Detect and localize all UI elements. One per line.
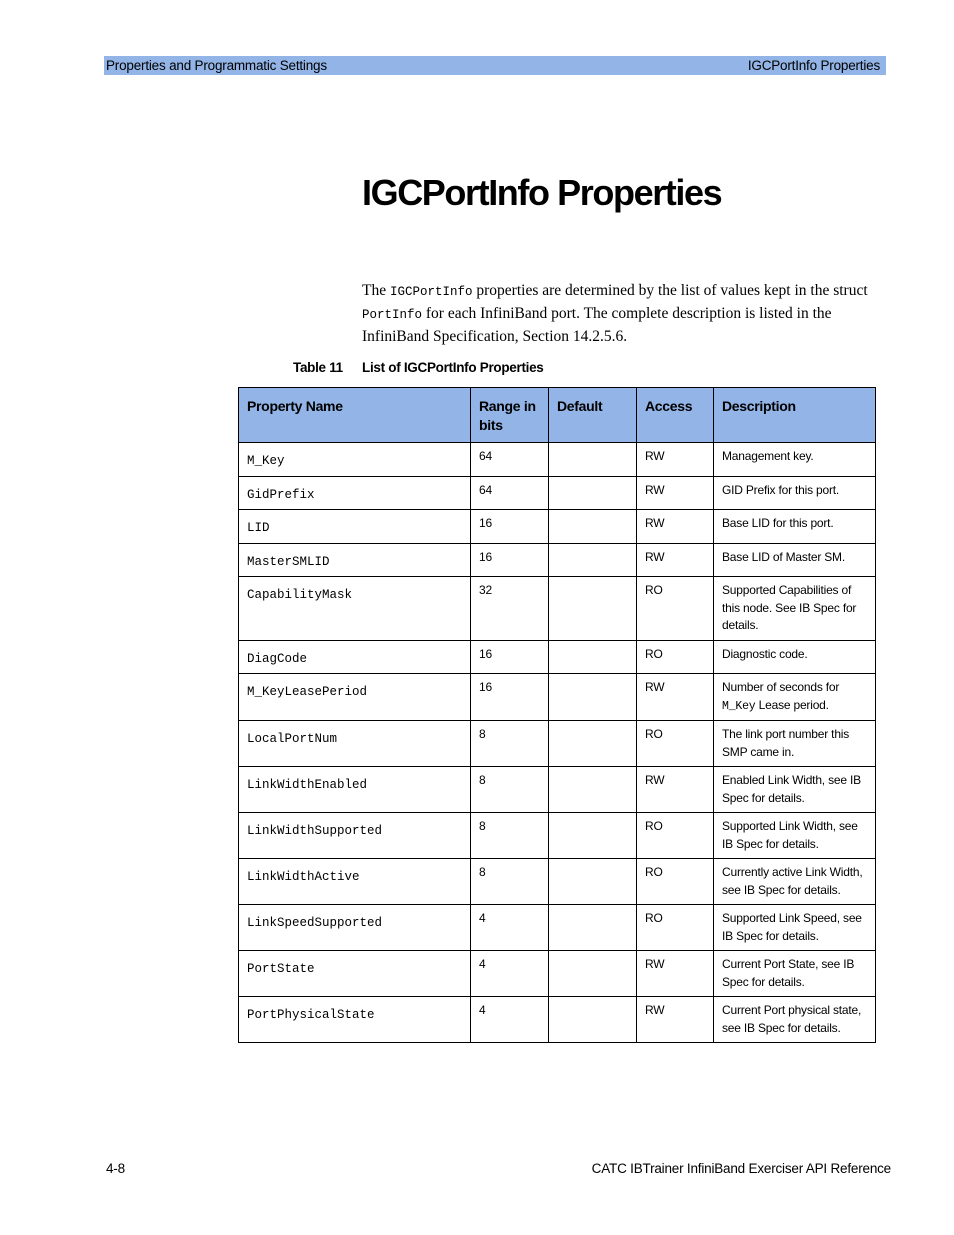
default-cell xyxy=(549,859,637,905)
table-row xyxy=(239,510,876,544)
access-cell: RO xyxy=(637,577,714,641)
default-cell xyxy=(549,813,637,859)
default-cell xyxy=(549,674,637,721)
table-row xyxy=(239,859,876,905)
description-cell: Base LID for this port. xyxy=(714,510,876,544)
property-name-cell: DiagCode xyxy=(239,640,471,674)
table-row xyxy=(239,577,876,641)
column-header-description: Description xyxy=(714,388,876,443)
range-cell: 8 xyxy=(471,813,549,859)
access-cell: RO xyxy=(637,640,714,674)
access-cell: RW xyxy=(637,443,714,477)
default-cell xyxy=(549,951,637,997)
default-cell xyxy=(549,997,637,1043)
intro-text-3: for each InfiniBand port. The complete description is listed in the InfiniBand Specification, Section 14.2.5.6. xyxy=(362,305,832,345)
access-cell: RW xyxy=(637,951,714,997)
range-cell: 16 xyxy=(471,510,549,544)
property-name-cell: GidPrefix xyxy=(239,476,471,510)
range-cell: 4 xyxy=(471,997,549,1043)
description-cell: Management key. xyxy=(714,443,876,477)
property-name-cell: LinkWidthSupported xyxy=(239,813,471,859)
intro-paragraph xyxy=(362,280,892,348)
column-header-property-name: Property Name xyxy=(239,388,471,443)
description-text: Lease period. xyxy=(755,697,829,712)
access-cell: RW xyxy=(637,767,714,813)
access-cell: RO xyxy=(637,859,714,905)
property-name-cell: LocalPortNum xyxy=(239,721,471,767)
intro-text-1: The xyxy=(362,282,390,299)
access-cell: RW xyxy=(637,674,714,721)
table-body xyxy=(239,443,876,1043)
table-row xyxy=(239,476,876,510)
description-cell: Currently active Link Width, see IB Spec for details. xyxy=(714,859,876,905)
properties-table xyxy=(238,387,876,1043)
range-cell: 64 xyxy=(471,476,549,510)
default-cell xyxy=(549,577,637,641)
range-cell: 8 xyxy=(471,859,549,905)
property-name-cell: MasterSMLID xyxy=(239,543,471,577)
table-header-row xyxy=(239,388,876,443)
description-cell: Current Port State, see IB Spec for details. xyxy=(714,951,876,997)
access-cell: RW xyxy=(637,997,714,1043)
description-cell xyxy=(714,674,876,721)
default-cell xyxy=(549,443,637,477)
range-cell: 8 xyxy=(471,721,549,767)
property-name-cell: LID xyxy=(239,510,471,544)
table-row xyxy=(239,997,876,1043)
description-cell: Enabled Link Width, see IB Spec for details. xyxy=(714,767,876,813)
column-header-default: Default xyxy=(549,388,637,443)
access-cell: RW xyxy=(637,476,714,510)
column-header-access: Access xyxy=(637,388,714,443)
description-cell: Supported Link Width, see IB Spec for details. xyxy=(714,813,876,859)
table-row xyxy=(239,951,876,997)
description-code: M_Key xyxy=(722,699,756,713)
property-name-cell: LinkWidthActive xyxy=(239,859,471,905)
property-name-cell: CapabilityMask xyxy=(239,577,471,641)
table-row xyxy=(239,674,876,721)
default-cell xyxy=(549,510,637,544)
default-cell xyxy=(549,640,637,674)
range-cell: 4 xyxy=(471,905,549,951)
page-number: 4-8 xyxy=(106,1161,125,1176)
range-cell: 4 xyxy=(471,951,549,997)
access-cell: RW xyxy=(637,510,714,544)
table-caption xyxy=(293,360,544,375)
description-cell: The link port number this SMP came in. xyxy=(714,721,876,767)
description-cell: Diagnostic code. xyxy=(714,640,876,674)
description-cell: GID Prefix for this port. xyxy=(714,476,876,510)
access-cell: RO xyxy=(637,905,714,951)
property-name-cell: M_Key xyxy=(239,443,471,477)
default-cell xyxy=(549,543,637,577)
table-row xyxy=(239,905,876,951)
property-name-cell: LinkSpeedSupported xyxy=(239,905,471,951)
default-cell xyxy=(549,721,637,767)
table-row xyxy=(239,543,876,577)
table-row xyxy=(239,767,876,813)
intro-text-2: properties are determined by the list of values kept in the struct xyxy=(472,282,868,299)
description-cell: Supported Link Speed, see IB Spec for details. xyxy=(714,905,876,951)
property-name-cell: PortState xyxy=(239,951,471,997)
column-header-range: Range in bits xyxy=(471,388,549,443)
property-name-cell: PortPhysicalState xyxy=(239,997,471,1043)
table-caption-text: List of IGCPortInfo Properties xyxy=(362,360,544,375)
access-cell: RW xyxy=(637,543,714,577)
table-row xyxy=(239,443,876,477)
table-row xyxy=(239,813,876,859)
range-cell: 16 xyxy=(471,640,549,674)
access-cell: RO xyxy=(637,813,714,859)
table-number: Table 11 xyxy=(293,360,343,375)
range-cell: 8 xyxy=(471,767,549,813)
access-cell: RO xyxy=(637,721,714,767)
range-cell: 16 xyxy=(471,674,549,721)
description-cell: Current Port physical state, see IB Spec for details. xyxy=(714,997,876,1043)
table-row xyxy=(239,721,876,767)
default-cell xyxy=(549,476,637,510)
description-text: Number of seconds for xyxy=(722,680,840,694)
intro-code-portinfo: PortInfo xyxy=(362,308,423,322)
description-cell: Base LID of Master SM. xyxy=(714,543,876,577)
property-name-cell: LinkWidthEnabled xyxy=(239,767,471,813)
table-row xyxy=(239,640,876,674)
range-cell: 64 xyxy=(471,443,549,477)
default-cell xyxy=(549,767,637,813)
page-title: IGCPortInfo Properties xyxy=(362,172,722,213)
range-cell: 32 xyxy=(471,577,549,641)
intro-code-igcportinfo: IGCPortInfo xyxy=(389,285,473,299)
header-section-title: Properties and Programmatic Settings xyxy=(106,58,327,73)
default-cell xyxy=(549,905,637,951)
property-name-cell: M_KeyLeasePeriod xyxy=(239,674,471,721)
header-topic-title: IGCPortInfo Properties xyxy=(747,58,880,73)
description-cell: Supported Capabilities of this node. See IB Spec for details. xyxy=(714,577,876,641)
range-cell: 16 xyxy=(471,543,549,577)
running-header xyxy=(104,56,886,75)
footer-document-title: CATC IBTrainer InfiniBand Exerciser API Reference xyxy=(591,1161,891,1176)
